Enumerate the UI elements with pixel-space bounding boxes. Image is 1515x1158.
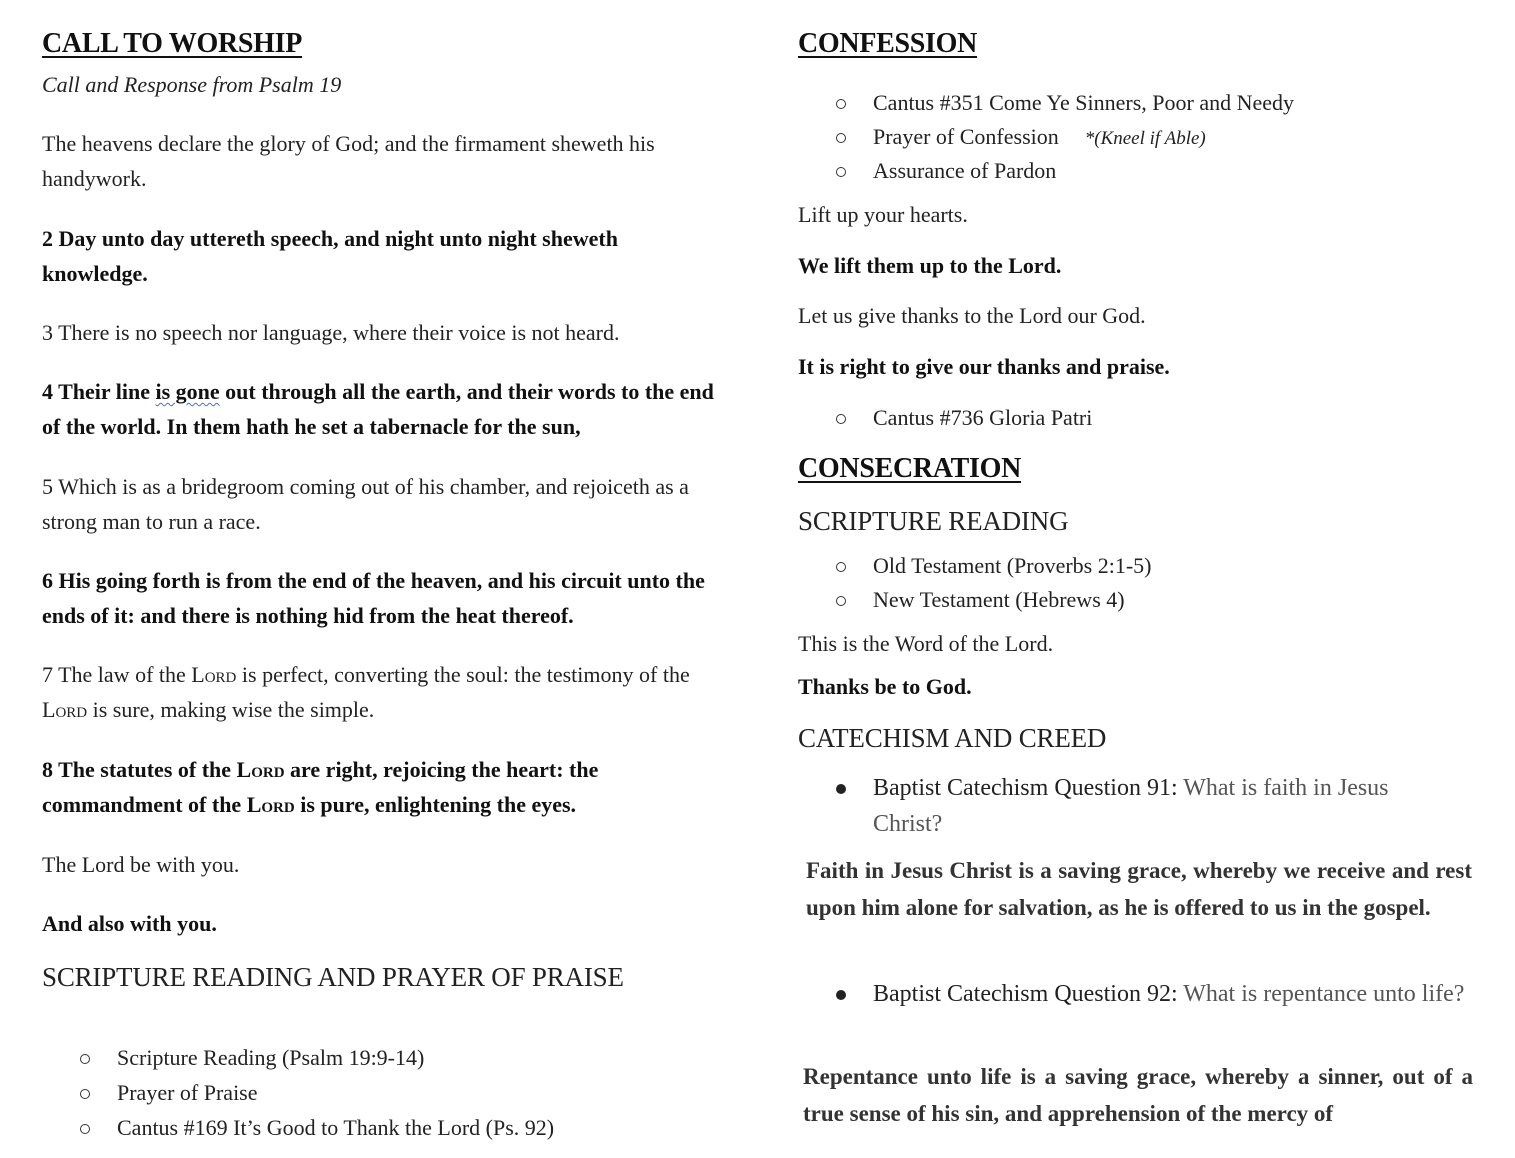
verse-1: The heavens declare the glory of God; and the firmament sheweth his handywork. [42, 131, 655, 191]
kneel-note: *(Kneel if Able) [1084, 128, 1206, 149]
hollow-bullet-icon [80, 1124, 90, 1134]
list-item-label [873, 124, 1206, 150]
verse-3: 3 There is no speech nor language, where their voice is not heard. [42, 320, 620, 345]
list-item-label: Scripture Reading (Psalm 19:9-14) [117, 1045, 425, 1070]
scripture-praise-title: SCRIPTURE READING AND PRAYER OF PRAISE [42, 962, 624, 992]
thanks-be-response: Thanks be to God. [798, 674, 972, 699]
verse-7-part-b: is perfect, converting the soul: the testimony of the [236, 662, 690, 687]
verse-7-part-a: 7 The law of the [42, 662, 192, 687]
verse-4-start: 4 Their line [42, 379, 156, 404]
bullet-disc-icon [836, 990, 846, 1000]
prayer-of-confession-label: Prayer of Confession [873, 124, 1059, 149]
list-item-label: New Testament (Hebrews 4) [873, 587, 1125, 612]
verse-6: 6 His going forth is from the end of the heaven, and his circuit unto the ends of it: and there is nothing hid from the heat thereof. [42, 568, 705, 628]
q92-answer: Repentance unto life is a saving grace, whereby a sinner, out of a true sense of his sin, and apprehension of the mercy of [803, 1064, 1473, 1126]
hollow-bullet-icon [80, 1054, 90, 1064]
hollow-bullet-icon [836, 167, 846, 177]
list-item-label: Cantus #736 Gloria Patri [873, 405, 1093, 430]
confession-heading: CONFESSION [798, 28, 978, 59]
q91-label: Baptist Catechism Question 91: [873, 775, 1184, 801]
verse-8-part-c: is pure, enlightening the eyes. [294, 792, 577, 817]
q92-text [873, 976, 1493, 1012]
hollow-bullet-icon [836, 562, 846, 572]
verse-4-end: out through all the earth, and their words to the end of the world. In them hath he set a tabernacle for the sun, [42, 379, 714, 439]
hollow-bullet-icon [836, 596, 846, 606]
lift-up-line: Lift up your hearts. [798, 202, 968, 227]
call-to-worship-heading: CALL TO WORSHIP [42, 28, 303, 59]
verse-7 [42, 657, 732, 727]
q91-question: What is faith in Jesus Christ? [873, 775, 1389, 837]
verse-2: 2 Day unto day uttereth speech, and night unto night sheweth knowledge. [42, 226, 618, 286]
lord-smallcaps: Lord [246, 792, 295, 817]
hollow-bullet-icon [80, 1089, 90, 1099]
lord-smallcaps: Lord [236, 757, 285, 782]
verse-8 [42, 752, 662, 822]
q91-answer: Faith in Jesus Christ is a saving grace, whereby we receive and rest upon him alone for salvation, as he is offered to us in the gospel. [806, 858, 1472, 920]
verse-8-part-b: are right, rejoicing the heart: the commandment of the [42, 757, 599, 817]
bullet-disc-icon [836, 784, 846, 794]
q92-question: What is repentance unto life? [1183, 981, 1465, 1007]
hollow-bullet-icon [836, 99, 846, 109]
give-thanks-response: It is right to give our thanks and praise. [798, 354, 1170, 379]
verse-8-part-a: 8 The statutes of the [42, 757, 237, 782]
lift-up-response: We lift them up to the Lord. [798, 253, 1062, 278]
verse-4 [42, 374, 732, 444]
verse-7-part-c: is sure, making wise the simple. [87, 697, 375, 722]
verse-5: 5 Which is as a bridegroom coming out of his chamber, and rejoiceth as a strong man to run a race. [42, 474, 689, 534]
q91-text [873, 770, 1443, 842]
greeting-response: And also with you. [42, 911, 217, 936]
scripture-reading-title: SCRIPTURE READING [798, 506, 1069, 536]
list-item-label: Cantus #351 Come Ye Sinners, Poor and Needy [873, 90, 1295, 115]
catechism-title: CATECHISM AND CREED [798, 723, 1107, 753]
give-thanks-line: Let us give thanks to the Lord our God. [798, 303, 1146, 328]
list-item-label: Prayer of Praise [117, 1080, 258, 1105]
word-of-lord-line: This is the Word of the Lord. [798, 631, 1054, 656]
lord-smallcaps: Lord [42, 697, 88, 722]
call-to-worship-subtitle: Call and Response from Psalm 19 [42, 72, 342, 97]
consecration-heading: CONSECRATION [798, 453, 1022, 484]
lord-smallcaps: Lord [191, 662, 237, 687]
spellcheck-underline: is gone [155, 379, 220, 404]
q92-label: Baptist Catechism Question 92: [873, 981, 1184, 1007]
list-item-label: Cantus #169 It’s Good to Thank the Lord (Ps. 92) [117, 1115, 555, 1140]
list-item-label: Assurance of Pardon [873, 158, 1057, 183]
hollow-bullet-icon [836, 414, 846, 424]
list-item-label: Old Testament (Proverbs 2:1-5) [873, 553, 1152, 578]
greeting-line: The Lord be with you. [42, 852, 240, 877]
hollow-bullet-icon [836, 133, 846, 143]
